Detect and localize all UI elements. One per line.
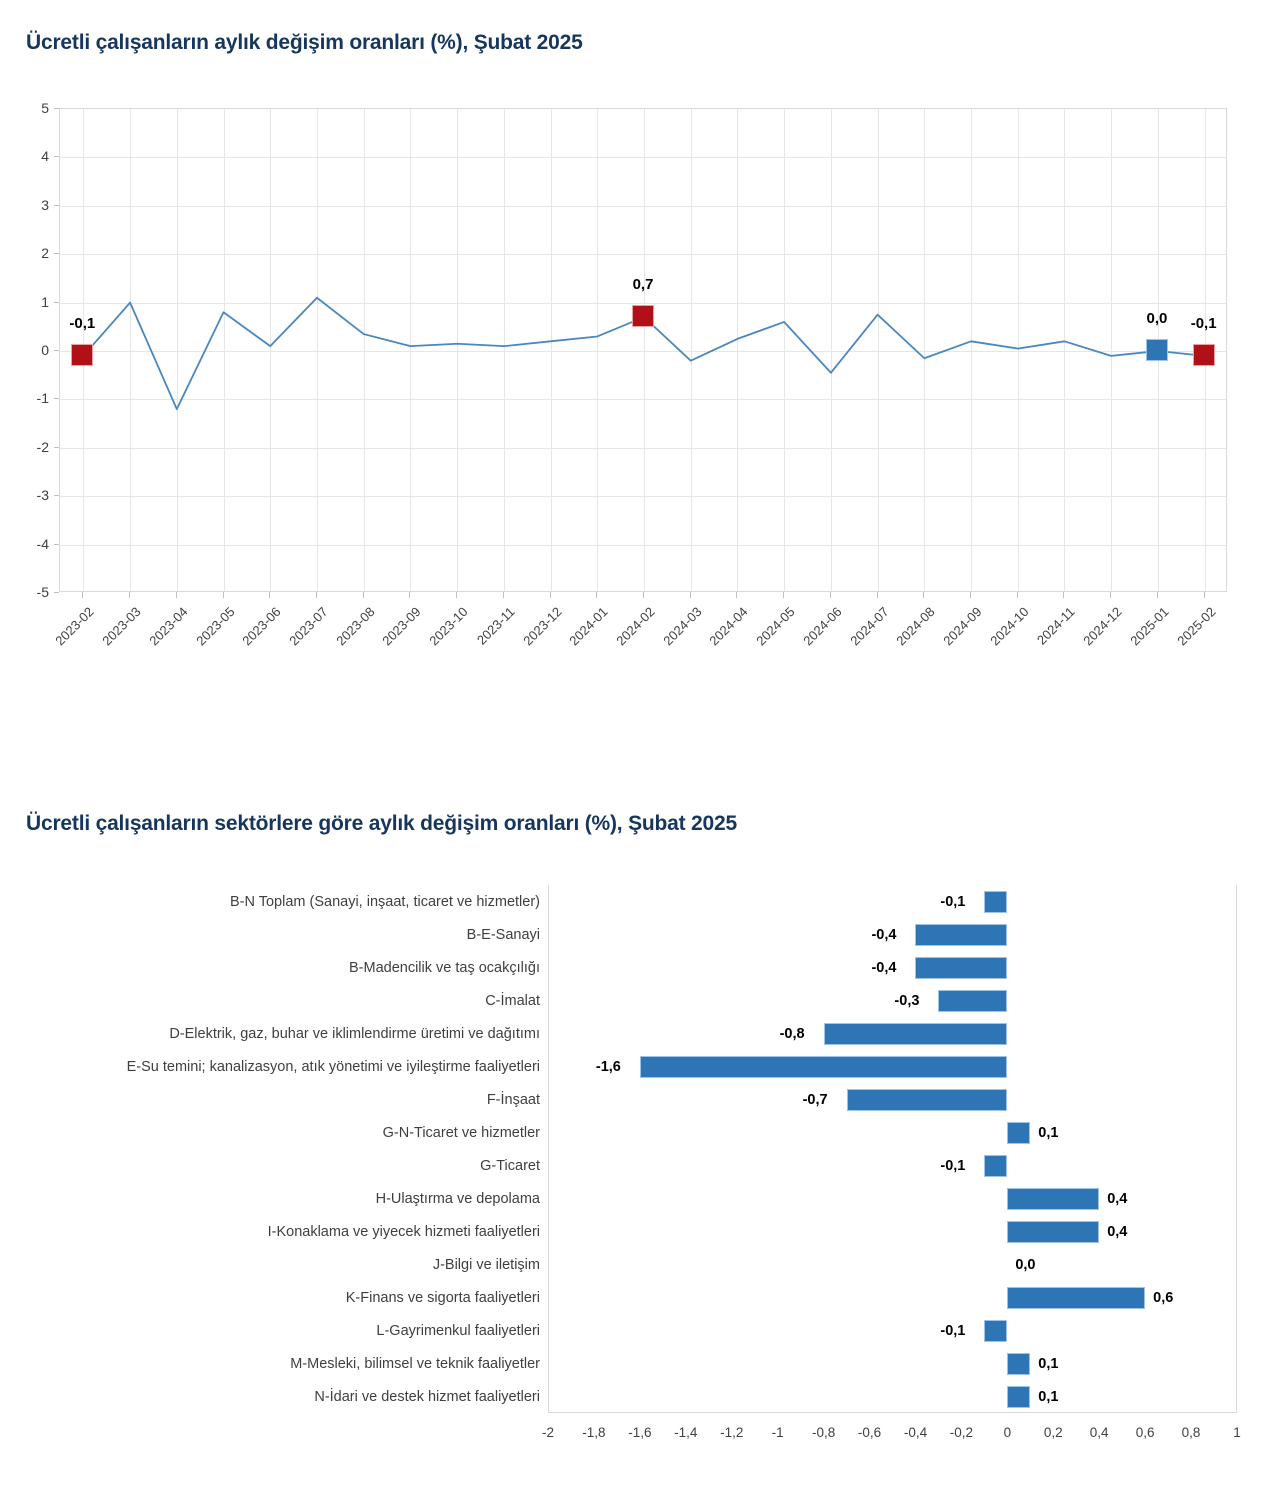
x-axis-tick-label: 2023-10 — [426, 604, 471, 649]
y-axis-tick-label: -4 — [36, 535, 49, 552]
x-axis-tick-label: 2023-09 — [379, 604, 424, 649]
x-axis-tick — [1110, 592, 1111, 598]
bar-value-label: 0,4 — [1107, 1223, 1128, 1240]
x-axis-tick-label: 2023-03 — [99, 604, 144, 649]
x-axis-tick — [82, 592, 83, 598]
x-axis-tick-label: 2024-09 — [940, 604, 985, 649]
y-axis-tick — [54, 302, 59, 303]
y-axis-tick-label: 4 — [41, 148, 49, 165]
x-axis-tick-label: 2023-07 — [286, 604, 331, 649]
line-data-point-label: -0,1 — [1190, 314, 1217, 332]
line-data-point-label: 0,7 — [632, 276, 654, 294]
x-axis-tick-label: 2023-05 — [192, 604, 238, 649]
bar-x-axis-tick-label: -0,2 — [949, 1425, 974, 1440]
bar-value-label: -0,1 — [940, 893, 966, 910]
x-axis-tick — [456, 592, 457, 598]
x-axis-tick-label: 2025-02 — [1173, 604, 1219, 649]
x-axis-tick — [503, 592, 504, 598]
x-axis-tick-label: 2024-08 — [893, 604, 938, 649]
y-axis-tick — [54, 108, 59, 109]
bar[interactable] — [1007, 1386, 1030, 1408]
y-axis-tick-label: 0 — [41, 342, 49, 358]
bar-x-axis-tick-label: -0,6 — [857, 1425, 882, 1440]
bar-value-label: 0,1 — [1038, 1124, 1059, 1141]
x-axis-tick — [269, 592, 270, 598]
bar[interactable] — [984, 1155, 1007, 1177]
bar-value-label: -0,4 — [871, 959, 897, 976]
y-axis-tick — [54, 350, 59, 351]
bar[interactable] — [1007, 1287, 1145, 1309]
bar-value-label: 0,0 — [1015, 1256, 1036, 1273]
x-axis-tick-label: 2024-10 — [987, 604, 1032, 649]
y-axis-tick — [54, 253, 59, 254]
y-axis-tick-label: -3 — [36, 487, 49, 504]
x-axis-tick-label: 2024-05 — [753, 604, 798, 649]
y-axis-tick — [54, 205, 59, 206]
x-axis-tick — [129, 592, 130, 598]
x-axis-tick-label: 2024-03 — [659, 604, 705, 649]
bar[interactable] — [1007, 1188, 1099, 1210]
y-axis-tick-label: -2 — [36, 438, 49, 455]
bar-x-axis-tick-label: -0,4 — [903, 1425, 928, 1440]
x-axis-tick-label: 2024-01 — [566, 604, 611, 649]
bar-category-label: E-Su temini; kanalizasyon, atık yönetimi ve iyileştirme faaliyetleri — [126, 1058, 540, 1075]
bar-x-axis-tick-label: 0 — [1003, 1425, 1012, 1440]
x-axis-tick — [409, 592, 410, 598]
bar-category-label: C-İmalat — [485, 992, 540, 1009]
y-axis-tick — [54, 544, 59, 545]
bar[interactable] — [1007, 1122, 1030, 1144]
line-data-point-marker[interactable] — [1193, 344, 1215, 366]
bar[interactable] — [1007, 1353, 1030, 1375]
bar-category-label: H-Ulaştırma ve depolama — [375, 1190, 540, 1207]
bar-category-label: G-Ticaret — [480, 1157, 540, 1174]
bar-x-axis-tick-label: 0,4 — [1089, 1425, 1109, 1440]
bar-value-label: 0,4 — [1107, 1190, 1128, 1207]
x-axis-tick-label: 2024-06 — [800, 604, 845, 649]
x-axis-tick — [1017, 592, 1018, 598]
monthly-change-line-chart — [0, 90, 1280, 680]
line-data-point-marker[interactable] — [632, 305, 654, 327]
line-data-point-marker[interactable] — [71, 344, 93, 366]
x-axis-tick — [176, 592, 177, 598]
x-axis-tick — [596, 592, 597, 598]
bar-value-label: -0,8 — [779, 1025, 805, 1042]
bar-category-label: J-Bilgi ve iletişim — [432, 1256, 540, 1273]
bar-category-label: N-İdari ve destek hizmet faaliyetleri — [314, 1388, 540, 1405]
x-axis-tick — [1157, 592, 1158, 598]
x-axis-tick-label: 2024-11 — [1034, 604, 1079, 648]
bar-category-label: G-N-Ticaret ve hizmetler — [382, 1124, 540, 1141]
x-axis-tick-label: 2024-04 — [706, 604, 752, 649]
x-axis-tick — [1063, 592, 1064, 598]
bar-value-label: 0,1 — [1038, 1388, 1059, 1405]
x-axis-tick-label: 2023-11 — [473, 604, 518, 648]
bar-category-label: K-Finans ve sigorta faaliyetleri — [345, 1289, 540, 1306]
y-axis-tick — [54, 398, 59, 399]
bar-category-label: I-Konaklama ve yiyecek hizmeti faaliyetleri — [267, 1223, 540, 1240]
x-axis-tick-label: 2023-02 — [52, 604, 97, 649]
y-axis-tick — [54, 592, 59, 593]
bar-x-axis-tick-label: -1,2 — [720, 1425, 744, 1440]
x-axis-tick-label: 2023-08 — [332, 604, 378, 649]
x-axis-tick — [690, 592, 691, 598]
bar-x-axis-tick-label: 0,6 — [1135, 1425, 1155, 1440]
y-axis-tick-label: -5 — [36, 584, 49, 600]
x-axis-tick-label: 2024-07 — [846, 604, 892, 649]
x-axis-tick — [550, 592, 551, 598]
bar-x-axis-tick-label: -2 — [541, 1425, 555, 1440]
bar-category-label: B-N Toplam (Sanayi, inşaat, ticaret ve hizmetler) — [230, 893, 540, 910]
x-axis-tick-label: 2023-04 — [146, 604, 191, 649]
y-axis-tick-label: 5 — [41, 100, 49, 116]
x-axis-tick-label: 2023-12 — [519, 604, 565, 649]
line-data-point-label: -0,1 — [69, 314, 96, 332]
bar-value-label: -1,6 — [595, 1058, 621, 1075]
bar-value-label: -0,1 — [940, 1322, 966, 1339]
x-axis-tick — [363, 592, 364, 598]
bar-value-label: -0,1 — [940, 1157, 966, 1174]
x-axis-tick-label: 2025-01 — [1127, 604, 1172, 649]
bar-value-label: -0,7 — [802, 1091, 828, 1108]
bar-value-label: -0,3 — [894, 992, 920, 1009]
x-axis-tick — [223, 592, 224, 598]
bar-x-axis-tick-label: -1,8 — [582, 1425, 606, 1440]
bar-value-label: 0,6 — [1153, 1289, 1174, 1306]
y-axis-tick-label: 3 — [41, 196, 49, 213]
bar-category-label: M-Mesleki, bilimsel ve teknik faaliyetler — [290, 1355, 540, 1372]
x-axis-tick — [316, 592, 317, 598]
y-axis-tick — [54, 495, 59, 496]
x-axis-tick-label: 2024-12 — [1080, 604, 1125, 649]
line-chart-plot-area — [59, 108, 1227, 592]
x-axis-tick — [1204, 592, 1205, 598]
bar-category-label: B-Madencilik ve taş ocakçılığı — [349, 959, 540, 976]
bar-x-axis-tick-label: 1 — [1233, 1425, 1241, 1440]
bar[interactable] — [824, 1023, 1008, 1045]
bar[interactable] — [847, 1089, 1008, 1111]
bar-x-axis-tick-label: 0,2 — [1043, 1425, 1063, 1440]
bar-x-axis-tick-label: -0,8 — [811, 1425, 836, 1440]
bar-x-axis-tick-label: -1,4 — [674, 1425, 698, 1440]
bar[interactable] — [984, 1320, 1007, 1342]
x-axis-tick — [923, 592, 924, 598]
bar[interactable] — [915, 924, 1007, 946]
x-axis-tick — [783, 592, 784, 598]
sector-change-bar-chart — [0, 880, 1280, 1480]
x-axis-tick — [736, 592, 737, 598]
bar[interactable] — [915, 957, 1007, 979]
bar[interactable] — [938, 990, 1007, 1012]
x-axis-tick — [877, 592, 878, 598]
bar[interactable] — [1007, 1221, 1099, 1243]
y-axis-tick-label: 2 — [41, 245, 49, 262]
bar-value-label: 0,1 — [1038, 1355, 1059, 1372]
x-axis-tick-label: 2023-06 — [239, 604, 284, 649]
bar-category-label: F-İnşaat — [486, 1091, 540, 1108]
bar[interactable] — [984, 891, 1007, 913]
y-axis-tick — [54, 447, 59, 448]
x-axis-tick-label: 2024-02 — [613, 604, 658, 649]
bar-category-label: L-Gayrimenkul faaliyetleri — [376, 1322, 540, 1339]
x-axis-tick — [643, 592, 644, 598]
bar-x-axis-tick-label: -1 — [771, 1425, 784, 1440]
bar-value-label: -0,4 — [871, 926, 897, 943]
y-axis-tick-label: 1 — [41, 293, 49, 310]
bar-x-axis-tick-label: -1,6 — [628, 1425, 652, 1440]
line-data-point-label: 0,0 — [1146, 310, 1168, 327]
x-axis-tick — [970, 592, 971, 598]
bar-x-axis-tick-label: 0,8 — [1181, 1425, 1201, 1440]
line-series-path — [60, 109, 1228, 593]
bar[interactable] — [640, 1056, 1007, 1078]
line-chart-title: Ücretli çalışanların aylık değişim oranları (%), Şubat 2025 — [26, 31, 583, 55]
bar-category-label: B-E-Sanayi — [466, 926, 540, 943]
bar-category-label: D-Elektrik, gaz, buhar ve iklimlendirme üretimi ve dağıtımı — [169, 1025, 540, 1042]
line-data-point-marker[interactable] — [1146, 339, 1168, 361]
x-axis-tick — [830, 592, 831, 598]
bar-chart-title: Ücretli çalışanların sektörlere göre aylık değişim oranları (%), Şubat 2025 — [26, 812, 737, 836]
y-axis-tick-label: -1 — [36, 390, 49, 407]
y-axis-tick — [54, 156, 59, 157]
